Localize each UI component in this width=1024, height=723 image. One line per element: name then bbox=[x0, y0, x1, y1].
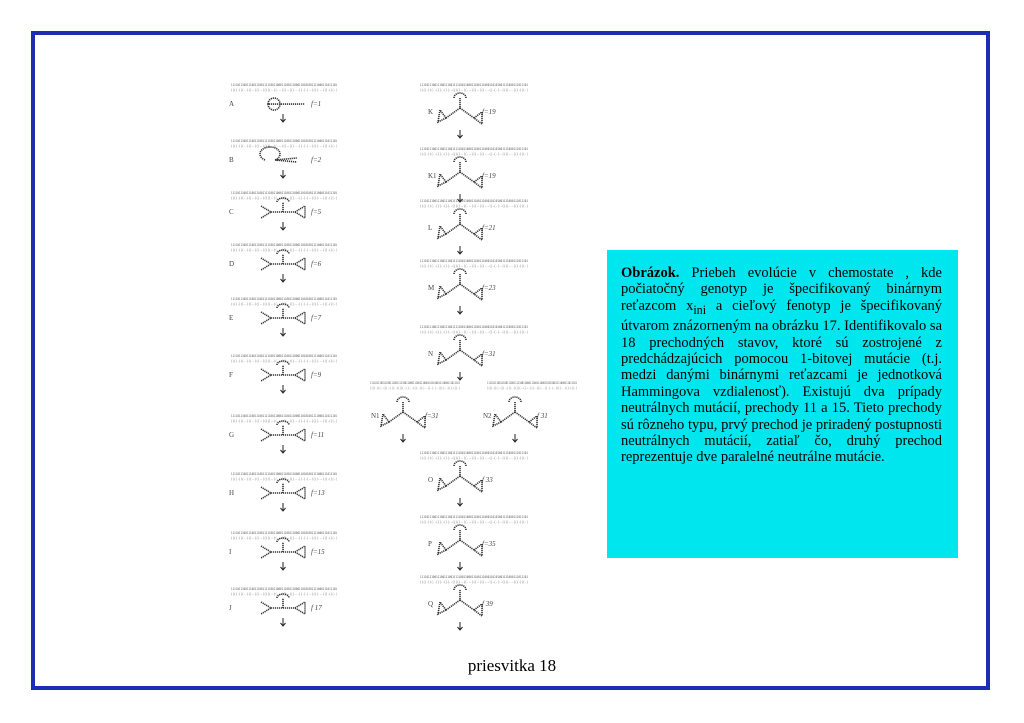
structure-label: K bbox=[428, 108, 434, 116]
fitness-value: f=9 bbox=[311, 371, 322, 379]
sequence-line: 1111011100111001110011111001100011100111000110101001111000111011101 bbox=[231, 139, 337, 143]
structure-line: ((((.(((..(((..(((..(((((..((...(((..(((...((.(.(..((((...(((.(((.( bbox=[231, 88, 337, 92]
sequence-line: 1111011100111001110011111001100011100111000110101001111000111011101 bbox=[420, 325, 528, 329]
structure-star bbox=[261, 538, 305, 558]
structure-line: ((((.(((..(((..(((..(((((..((...(((..(((...((.(.(..((((...(((.(((.( bbox=[231, 536, 337, 540]
sequence-line: 1111011100111001110011111001100011100111000110101001111000111011101 bbox=[420, 575, 528, 579]
structure-star bbox=[261, 361, 305, 381]
sequence-line: 1111011100111001110011111001100011100111000110101001111000111011101 bbox=[420, 451, 528, 455]
structure-branch bbox=[438, 525, 482, 556]
sequence-line: 1111011100111001110011111001100011100111000110101001111000111011101 bbox=[231, 243, 337, 247]
structure-line: ((((.(((..(((..(((..(((((..((...(((..(((...((.(.(..((((...(((.(((.( bbox=[231, 477, 337, 481]
evolution-figure bbox=[225, 82, 610, 642]
sequence-line: 1111011100111001110011111001100011100111000110101001111000111011101 bbox=[231, 472, 337, 476]
structure-label: H bbox=[229, 489, 235, 497]
fitness-value: f=7 bbox=[311, 314, 322, 322]
structure-line: ((((.(((..(((..(((..(((((..((...(((..(((...((.(.(..((((...(((.(((.( bbox=[420, 264, 528, 268]
mutation-arrow bbox=[281, 385, 286, 393]
structure-line: ((((.(((..(((..(((..(((((..((...(((..(((...((.(.(..((((...(((.(((.( bbox=[420, 580, 528, 584]
sequence-line: 1111011100111001110011111001100011100111000110101001111000111011101 bbox=[231, 83, 337, 87]
sequence-line: 1111011100111001110011111001100011100111000110101001111000111011101 bbox=[231, 414, 337, 418]
mutation-arrow bbox=[281, 114, 286, 122]
mutation-arrow bbox=[458, 498, 463, 506]
structure-line: ((((.(((..(((..(((..(((((..((...(((..(((...((.(.(..((((...(((.(((.( bbox=[420, 330, 528, 334]
structure-line: ((((.(((..(((..(((..(((((..((...(((..(((...((.(.(..((((...(((.(((.( bbox=[420, 520, 528, 524]
structure-line: ((((.(((..(((..(((..(((((..((...(((..(((...((.(.(..((((...(((.(((.( bbox=[231, 419, 337, 423]
mutation-arrow bbox=[458, 622, 463, 630]
fitness-value: f=31 bbox=[482, 350, 496, 358]
structure-label: C bbox=[229, 208, 234, 216]
fitness-value: f=19 bbox=[482, 108, 496, 116]
sequence-line: 1111011100111001110011111001100011100111000110101001111000111011101 bbox=[370, 381, 460, 385]
caption-box bbox=[607, 250, 958, 558]
structure-line: ((((.(((..(((..(((..(((((..((...(((..(((...((.(.(..((((...(((.(((.( bbox=[420, 88, 528, 92]
caption-subscript: ini bbox=[693, 302, 707, 317]
structure-branch bbox=[438, 93, 482, 124]
structure-label: A bbox=[229, 100, 235, 108]
mutation-arrow bbox=[458, 130, 463, 138]
mutation-arrow bbox=[281, 328, 286, 336]
structure-branch bbox=[438, 461, 482, 492]
sequence-line: 1111011100111001110011111001100011100111000110101001111000111011101 bbox=[420, 199, 528, 203]
mutation-arrow bbox=[281, 562, 286, 570]
structure-label: J bbox=[229, 604, 232, 612]
structure-label: L bbox=[428, 224, 433, 232]
structure-label: N2 bbox=[483, 412, 492, 420]
fitness-value: f=1 bbox=[311, 100, 322, 108]
structure-star bbox=[261, 479, 305, 499]
structure-star bbox=[261, 594, 305, 614]
fitness-value: f 17 bbox=[311, 604, 322, 612]
fitness-value: f 33 bbox=[482, 476, 493, 484]
structure-line: ((((.(((..(((..(((..(((((..((...(((..(((...((.(.(..((((...(((.(((.( bbox=[231, 302, 337, 306]
mutation-arrow bbox=[281, 222, 286, 230]
structure-line: ((((.(((..(((..(((..(((((..((...(((..(((...((.(.(..((((...(((.(((.( bbox=[231, 144, 337, 148]
structure-label: P bbox=[428, 540, 432, 548]
structure-label: B bbox=[229, 156, 234, 164]
structure-star bbox=[261, 198, 305, 218]
structure-line: ((((.(((..(((..(((..(((((..((...(((..(((...((.(.(..((((...(((.(((.( bbox=[231, 592, 337, 596]
fitness-value: f=35 bbox=[482, 540, 496, 548]
mutation-arrow bbox=[458, 246, 463, 254]
structure-branch bbox=[381, 397, 425, 428]
structure-line: ((((.(((..(((..(((..(((((..((...(((..(((...((.(.(..((((...(((.(((.( bbox=[370, 386, 460, 390]
structure-branch bbox=[493, 397, 537, 428]
fitness-value: f=31 bbox=[425, 412, 439, 420]
structure-branch bbox=[438, 209, 482, 240]
structure-branch bbox=[438, 335, 482, 366]
structure-label: N bbox=[428, 350, 434, 358]
sequence-line: 1111011100111001110011111001100011100111000110101001111000111011101 bbox=[231, 354, 337, 358]
structure-label: M bbox=[428, 284, 435, 292]
fitness-value: f=23 bbox=[482, 284, 496, 292]
mutation-arrow bbox=[281, 274, 286, 282]
caption-title: Obrázok. bbox=[621, 265, 680, 281]
structure-line: ((((.(((..(((..(((..(((((..((...(((..(((...((.(.(..((((...(((.(((.( bbox=[231, 359, 337, 363]
sequence-line: 1111011100111001110011111001100011100111000110101001111000111011101 bbox=[231, 191, 337, 195]
mutation-arrow bbox=[281, 503, 286, 511]
structure-branch bbox=[438, 269, 482, 300]
structure-label: F bbox=[229, 371, 233, 379]
structure-loop bbox=[260, 147, 297, 162]
fitness-value: f=2 bbox=[311, 156, 322, 164]
structure-branch bbox=[438, 585, 482, 616]
fitness-value: f=5 bbox=[311, 208, 322, 216]
structure-label: O bbox=[428, 476, 434, 484]
sequence-line: 1111011100111001110011111001100011100111000110101001111000111011101 bbox=[231, 531, 337, 535]
structure-label: E bbox=[229, 314, 234, 322]
mutation-arrow bbox=[281, 445, 286, 453]
fitness-value: f=19 bbox=[482, 172, 496, 180]
fitness-value: f 39 bbox=[482, 600, 493, 608]
slide-footer: priesvitka 18 bbox=[467, 656, 557, 675]
structure-label: Q bbox=[428, 600, 434, 608]
structure-branch bbox=[438, 157, 482, 188]
structure-star bbox=[261, 421, 305, 441]
mutation-arrow bbox=[458, 372, 463, 380]
fitness-value: f=6 bbox=[311, 260, 322, 268]
fitness-value: f=21 bbox=[482, 224, 496, 232]
structure-line: ((((.(((..(((..(((..(((((..((...(((..(((...((.(.(..((((...(((.(((.( bbox=[420, 456, 528, 460]
fitness-value: f=13 bbox=[311, 489, 325, 497]
sequence-line: 1111011100111001110011111001100011100111000110101001111000111011101 bbox=[420, 515, 528, 519]
mutation-arrow bbox=[281, 170, 286, 178]
structure-line: ((((.(((..(((..(((..(((((..((...(((..(((...((.(.(..((((...(((.(((.( bbox=[231, 196, 337, 200]
structure-label: N1 bbox=[371, 412, 380, 420]
sequence-line: 1111011100111001110011111001100011100111000110101001111000111011101 bbox=[420, 259, 528, 263]
structure-line: ((((.(((..(((..(((..(((((..((...(((..(((...((.(.(..((((...(((.(((.( bbox=[231, 248, 337, 252]
structure-line: ((((.(((..(((..(((..(((((..((...(((..(((...((.(.(..((((...(((.(((.( bbox=[487, 386, 577, 390]
structure-label: G bbox=[229, 431, 235, 439]
sequence-line: 1111011100111001110011111001100011100111000110101001111000111011101 bbox=[231, 587, 337, 591]
caption-text bbox=[621, 265, 942, 466]
mutation-arrow bbox=[458, 306, 463, 314]
sequence-line: 1111011100111001110011111001100011100111000110101001111000111011101 bbox=[420, 147, 528, 151]
structure-hairpin bbox=[268, 98, 305, 110]
caption-body-2: a cieľový fenotyp je špecifikovaný útvarom znázorneným na obrázku 17. Identifikovalo sa 18 prechodných stavov, ktoré sú zostrojené z predchádzajúcich pomocou 1-bitovej mutácie (t.j. medzi danými binárnymi reťazcami je jednotková Hammingova vzdialenosť). Existujú dva prípady neutrálnych mutácií, prechody 11 a 15. Tieto prechody sú rôzneho typu, prvý prechod je priradený postupnosti neutrálnych mutácií, zatiaľ čo, druhý prechod reprezentuje dve paralelné neutrálne mutácie. bbox=[621, 297, 943, 466]
structure-line: ((((.(((..(((..(((..(((((..((...(((..(((...((.(.(..((((...(((.(((.( bbox=[420, 204, 528, 208]
sequence-line: 1111011100111001110011111001100011100111000110101001111000111011101 bbox=[420, 83, 528, 87]
structure-label: D bbox=[229, 260, 235, 268]
structure-line: ((((.(((..(((..(((..(((((..((...(((..(((...((.(.(..((((...(((.(((.( bbox=[420, 152, 528, 156]
mutation-arrow bbox=[401, 434, 406, 442]
mutation-arrow bbox=[458, 562, 463, 570]
mutation-arrow bbox=[281, 618, 286, 626]
structure-label: K1 bbox=[428, 172, 437, 180]
fitness-value: f=11 bbox=[311, 431, 325, 439]
structure-star bbox=[261, 250, 305, 270]
sequence-line: 1111011100111001110011111001100011100111000110101001111000111011101 bbox=[487, 381, 577, 385]
fitness-value: f 31 bbox=[537, 412, 548, 420]
structure-star bbox=[261, 304, 305, 324]
caption-body-1: Priebeh evolúcie v chemostate , kde počiatočný genotyp je špecifikovaný binárnym reťazcom x bbox=[621, 265, 942, 314]
mutation-arrow bbox=[513, 434, 518, 442]
fitness-value: f=15 bbox=[311, 548, 325, 556]
sequence-line: 1111011100111001110011111001100011100111000110101001111000111011101 bbox=[231, 297, 337, 301]
structure-label: I bbox=[229, 548, 232, 556]
